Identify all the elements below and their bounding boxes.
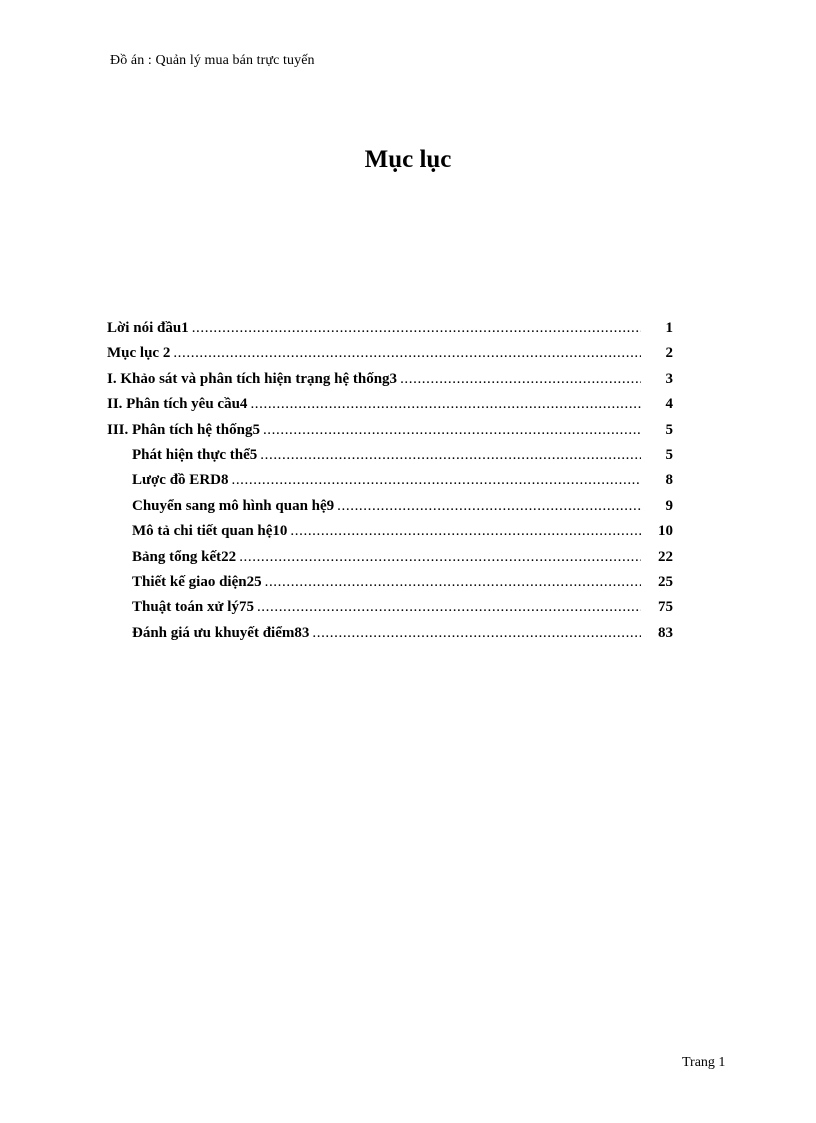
toc-entry-mo-ta-chi-tiet[interactable] [107, 519, 673, 544]
toc-entry-danh-gia[interactable] [107, 621, 673, 646]
toc-entry-label: Chuyển sang mô hình quan hệ9 [132, 497, 335, 514]
toc-entry-label: III. Phân tích hệ thống5 [107, 421, 260, 438]
toc-entry-label: Thiết kế giao diện25 [132, 573, 262, 590]
toc-entry-bang-tong-ket[interactable] [107, 545, 673, 570]
toc-dot-leader [337, 494, 641, 519]
toc-page-number: 10 [658, 523, 673, 540]
toc-entry-thuat-toan-xu-ly[interactable] [107, 595, 673, 620]
toc-page-number: 75 [658, 599, 673, 616]
toc-entry-label: Đánh giá ưu khuyết điểm83 [132, 624, 310, 641]
toc-dot-leader [231, 468, 641, 493]
toc-dot-leader [173, 341, 641, 366]
page-header: Đồ án : Quản lý mua bán trực tuyến [110, 53, 315, 68]
toc-dot-leader [257, 595, 641, 620]
toc-entry-label: Mô tả chi tiết quan hệ10 [132, 523, 288, 540]
toc-entry-label: Lời nói đầu1 [107, 320, 189, 336]
toc-dot-leader [239, 545, 641, 570]
page-footer: Trang 1 [682, 1055, 726, 1070]
toc-page-number: 25 [658, 573, 673, 590]
toc-entry-label: Mục lục 2 [107, 345, 171, 362]
toc-page-number: 5 [665, 446, 673, 463]
toc-entry-muc-luc[interactable] [107, 341, 673, 366]
table-of-contents [107, 316, 673, 646]
toc-entry-label: Lược đồ ERD8 [132, 472, 229, 489]
toc-dot-leader [400, 367, 641, 392]
toc-dot-leader [263, 418, 641, 443]
toc-page-number: 9 [665, 497, 673, 514]
toc-entry-label: Phát hiện thực thể5 [132, 446, 258, 463]
toc-dot-leader [192, 316, 641, 341]
toc-page-number: 5 [665, 421, 673, 438]
toc-entry-label: Bảng tổng kết22 [132, 548, 237, 565]
toc-dot-leader [265, 570, 641, 595]
toc-entry-chuyen-sang-mo-hinh[interactable] [107, 494, 673, 519]
page-title: Mục lục [364, 146, 452, 173]
toc-page-number: 3 [665, 370, 673, 387]
toc-page-number: 2 [665, 345, 673, 362]
toc-page-number: 22 [658, 548, 673, 565]
toc-dot-leader [290, 519, 641, 544]
toc-page-number: 83 [658, 624, 673, 641]
toc-dot-leader [250, 392, 641, 417]
toc-page-number: 1 [665, 320, 673, 336]
toc-entry-label: I. Khảo sát và phân tích hiện trạng hệ thống3 [107, 370, 398, 387]
toc-entry-khao-sat[interactable] [107, 367, 673, 392]
toc-entry-loi-noi-dau[interactable] [107, 316, 673, 341]
toc-entry-phat-hien-thuc-the[interactable] [107, 443, 673, 468]
toc-entry-phan-tich-yeu-cau[interactable] [107, 392, 673, 417]
toc-entry-phan-tich-he-thong[interactable] [107, 418, 673, 443]
toc-entry-thiet-ke-giao-dien[interactable] [107, 570, 673, 595]
toc-dot-leader [260, 443, 641, 468]
toc-page-number: 4 [665, 396, 673, 413]
toc-page-number: 8 [665, 472, 673, 489]
toc-entry-label: Thuật toán xử lý75 [132, 599, 254, 616]
toc-entry-luoc-do-erd[interactable] [107, 468, 673, 493]
toc-entry-label: II. Phân tích yêu cầu4 [107, 396, 248, 413]
toc-dot-leader [312, 621, 641, 646]
